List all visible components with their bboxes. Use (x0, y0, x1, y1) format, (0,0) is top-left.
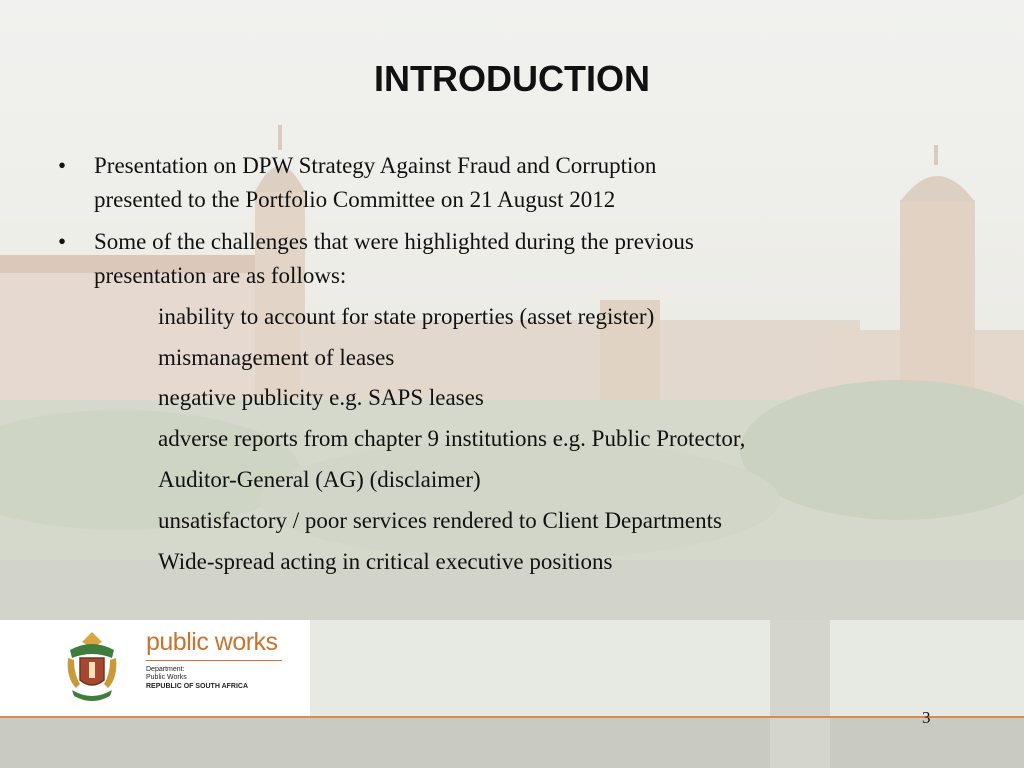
sub-item: negative publicity e.g. SAPS leases (158, 385, 484, 410)
sub-item: Auditor-General (AG) (disclaimer) (158, 467, 481, 492)
sub-item: adverse reports from chapter 9 institutions e.g. Public Protector, (158, 426, 746, 451)
logo-subline: Public Works (146, 674, 187, 681)
coat-of-arms-icon (62, 628, 122, 704)
logo-subline: REPUBLIC OF SOUTH AFRICA (146, 683, 249, 690)
slide-title: INTRODUCTION (374, 58, 650, 99)
bullet-line: Some of the challenges that were highlighted during the previous (94, 229, 694, 254)
sub-item: unsatisfactory / poor services rendered to Client Departments (158, 508, 722, 533)
logo-subline: Department: (146, 666, 185, 673)
bullet-line: presentation are as follows: (94, 263, 347, 288)
page-number: 3 (922, 708, 931, 727)
bullet-line: presented to the Portfolio Committee on 21 August 2012 (94, 187, 616, 212)
sub-item: inability to account for state properties (asset register) (158, 304, 655, 329)
sub-item: mismanagement of leases (158, 345, 395, 370)
bullet-marker: • (58, 153, 67, 178)
sub-item: Wide-spread acting in critical executive positions (158, 549, 613, 574)
logo-wordmark: public works (146, 628, 278, 656)
logo-divider (146, 660, 282, 661)
bullet-marker: • (58, 229, 67, 254)
footer-divider (0, 716, 1024, 718)
bullet-line: Presentation on DPW Strategy Against Fraud and Corruption (94, 153, 657, 178)
